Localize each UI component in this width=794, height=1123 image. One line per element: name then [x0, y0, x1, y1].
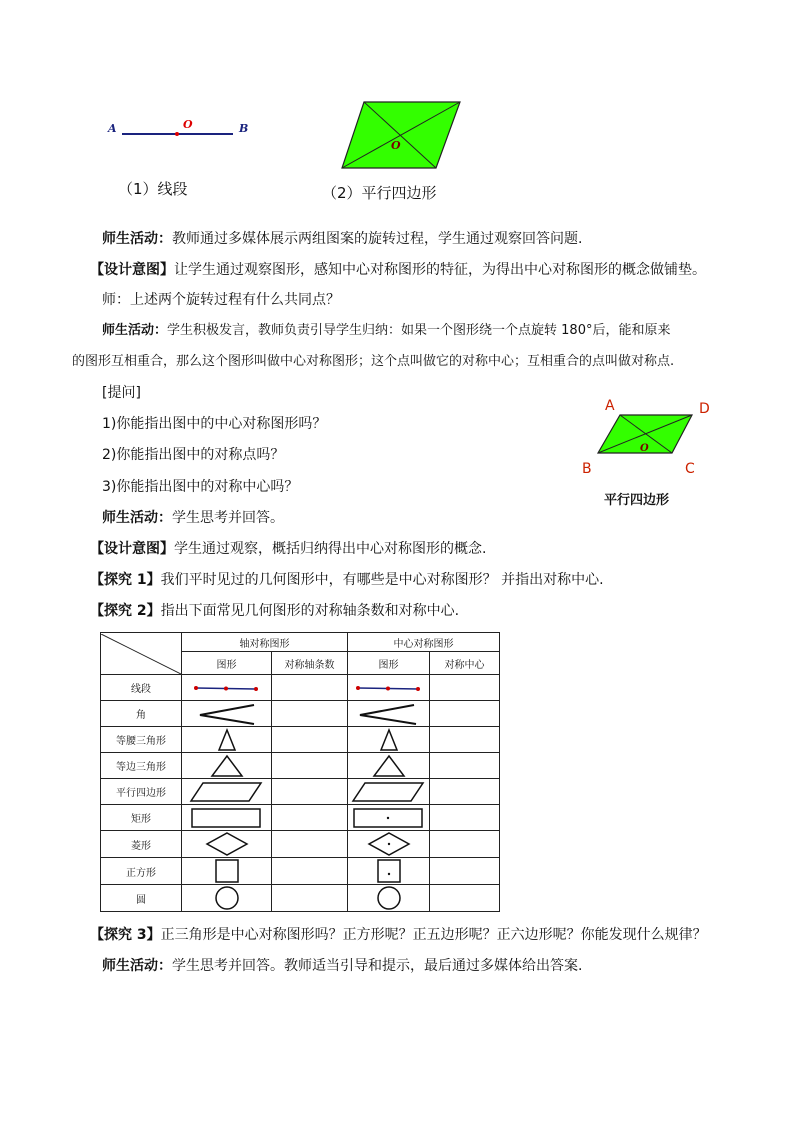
diagonal-corner-cell	[101, 633, 182, 675]
row-label: 等边三角形	[101, 753, 182, 779]
row-label: 正方形	[101, 858, 182, 885]
labeled-parallelogram-figure	[575, 395, 725, 480]
segment-shape	[192, 681, 262, 695]
label-o: O	[183, 118, 193, 131]
row-label: 等腰三角形	[101, 727, 182, 753]
paragraph: 【探究 3】正三角形是中心对称图形吗？正方形呢？正五边形呢？正六边形呢？你能发现什么规律？	[90, 927, 707, 943]
question-heading: [提问]	[102, 385, 141, 401]
paragraph: 【设计意图】让学生通过观察图形，感知中心对称图形的特征，为得出中心对称图形的概念做铺垫。	[90, 262, 706, 278]
rectangle-shape	[351, 806, 427, 830]
vertex-b: B	[582, 461, 592, 477]
symmetry-table	[100, 632, 500, 912]
paragraph: 【探究 2】指出下面常见几何图形的对称轴条数和对称中心.	[90, 603, 460, 619]
row-label: 角	[101, 701, 182, 727]
parallelogram-shape	[187, 780, 267, 804]
square-shape	[192, 858, 262, 884]
row-label: 矩形	[101, 805, 182, 831]
segment-figure	[100, 112, 260, 152]
isosceles-triangle-shape	[192, 728, 262, 752]
equilateral-triangle-shape	[192, 754, 262, 778]
circle-shape	[192, 885, 262, 911]
paragraph: 师：上述两个旋转过程有什么共同点？	[102, 292, 340, 308]
row-label: 圆	[101, 885, 182, 912]
header-center-symmetry: 中心对称图形	[348, 633, 500, 652]
paragraph: 师生活动：学生思考并回答。	[102, 510, 284, 526]
equilateral-triangle-shape	[354, 754, 424, 778]
paragraph: 师生活动：教师通过多媒体展示两组图案的旋转过程，学生通过观察回答问题.	[102, 231, 583, 247]
header-axis-symmetry: 轴对称图形	[182, 633, 348, 652]
row-label: 线段	[101, 675, 182, 701]
paragraph: 【探究 1】我们平时见过的几何图形中，有哪些是中心对称图形？ 并指出对称中心.	[90, 572, 604, 588]
segment-shape	[354, 681, 424, 695]
label-o: O	[640, 443, 649, 454]
segment-caption: （1）线段	[118, 180, 188, 198]
parallelogram-caption: （2）平行四边形	[322, 184, 437, 202]
vertex-d: D	[699, 401, 710, 417]
parallelogram-figure	[340, 100, 464, 172]
subheader: 图形	[348, 652, 430, 675]
question-item: 1)你能指出图中的中心对称图形吗？	[102, 416, 327, 432]
row-label: 平行四边形	[101, 779, 182, 805]
paragraph-continuation: 的图形互相重合，那么这个图形叫做中心对称图形；这个点叫做它的对称中心；互相重合的点叫做对称点.	[72, 354, 675, 369]
vertex-a: A	[605, 398, 615, 414]
paragraph: 师生活动：学生思考并回答。教师适当引导和提示，最后通过多媒体给出答案.	[102, 958, 583, 974]
paragraph: 师生活动：学生积极发言，教师负责引导学生归纳：如果一个图形绕一个点旋转 180°后，能和原来	[102, 323, 671, 338]
angle-shape	[192, 702, 262, 726]
label-a: A	[108, 122, 117, 135]
parallelogram-shape	[349, 780, 429, 804]
rhombus-shape	[192, 831, 262, 857]
label-b: B	[239, 122, 249, 135]
row-label: 菱形	[101, 831, 182, 858]
angle-shape	[354, 702, 424, 726]
subheader: 对称轴条数	[272, 652, 348, 675]
subheader: 对称中心	[430, 652, 500, 675]
rhombus-shape	[354, 831, 424, 857]
circle-shape	[354, 885, 424, 911]
square-shape	[354, 858, 424, 884]
label-o: O	[391, 139, 401, 152]
paragraph: 【设计意图】学生通过观察，概括归纳得出中心对称图形的概念.	[90, 541, 487, 557]
figure-caption: 平行四边形	[604, 493, 670, 508]
diagonal-line	[101, 634, 181, 674]
subheader: 图形	[182, 652, 272, 675]
question-item: 3)你能指出图中的对称中心吗？	[102, 479, 299, 495]
vertex-c: C	[685, 461, 695, 477]
rectangle-shape	[189, 806, 265, 830]
question-item: 2)你能指出图中的对称点吗？	[102, 447, 285, 463]
isosceles-triangle-shape	[354, 728, 424, 752]
